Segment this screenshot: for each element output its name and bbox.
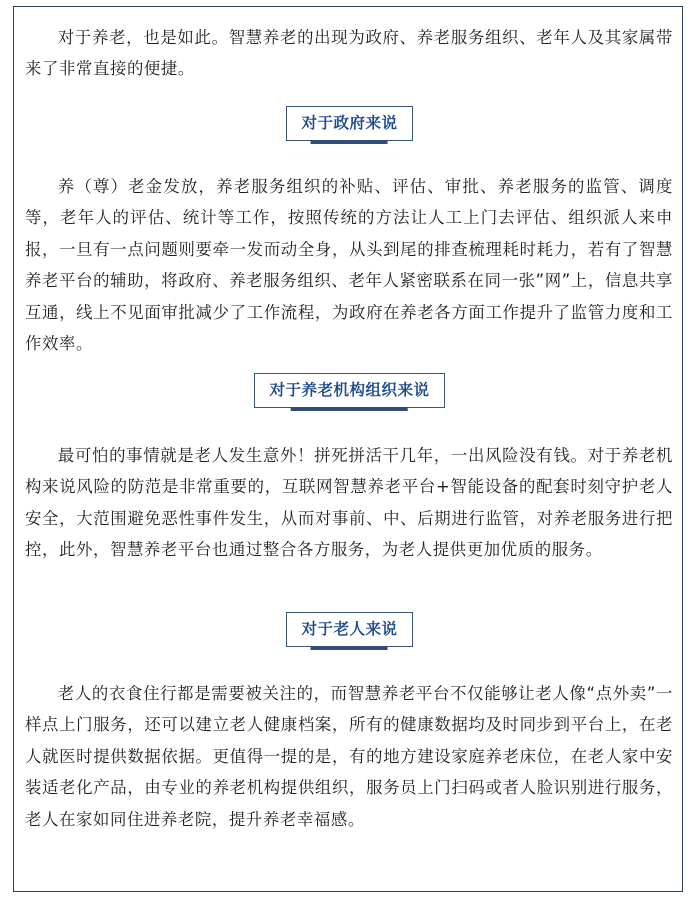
heading-institutions-label: 对于养老机构组织来说: [254, 373, 444, 408]
heading-government-label: 对于政府来说: [286, 106, 412, 141]
intro-paragraph: 对于养老，也是如此。智慧养老的出现为政府、养老服务组织、老年人及其家属带来了非常直接的便捷。: [25, 28, 673, 79]
heading-elderly-label: 对于老人来说: [286, 612, 412, 647]
elderly-paragraph: 老人的衣食住行都是需要被关注的，而智慧养老平台不仅能够让老人像“点外卖”一样点上门服务，还可以建立老人健康档案，所有的健康数据均及时同步到平台上，在老人就医时提供数据依据。更值得一提的是，有的地方建设家庭养老床位，在老人家中安装适老化产品，由专业的养老机构提供组织，服务员上门扫码或者人脸识别进行服务，老人在家如同住进养老院，提升养老幸福感。: [25, 684, 673, 829]
section-heading-institutions: [0, 373, 699, 408]
institutions-paragraph: 最可怕的事情就是老人发生意外！拼死拼活干几年，一出风险没有钱。对于养老机构来说风险的防范是非常重要的，互联网智慧养老平台+智能设备的配套时刻守护老人安全，大范围避免恶性事件发生，从而对事前、中、后期进行监管，对养老服务进行把控，此外，智慧养老平台也通过整合各方服务，为老人提供更加优质的服务。: [25, 446, 673, 560]
section-heading-government: [0, 106, 699, 141]
section-heading-elderly: [0, 612, 699, 647]
government-paragraph: 养（尊）老金发放，养老服务组织的补贴、评估、审批、养老服务的监管、调度等，老年人的评估、统计等工作，按照传统的方法让人工上门去评估、组织派人来申报，一旦有一点问题则要牵一发而动全身，从头到尾的排查梳理耗时耗力，若有了智慧养老平台的辅助，将政府、养老服务组织、老年人紧密联系在同一张”网”上，信息共享互通，线上不见面审批减少了工作流程，为政府在养老各方面工作提升了监管力度和工作效率。: [25, 177, 673, 354]
